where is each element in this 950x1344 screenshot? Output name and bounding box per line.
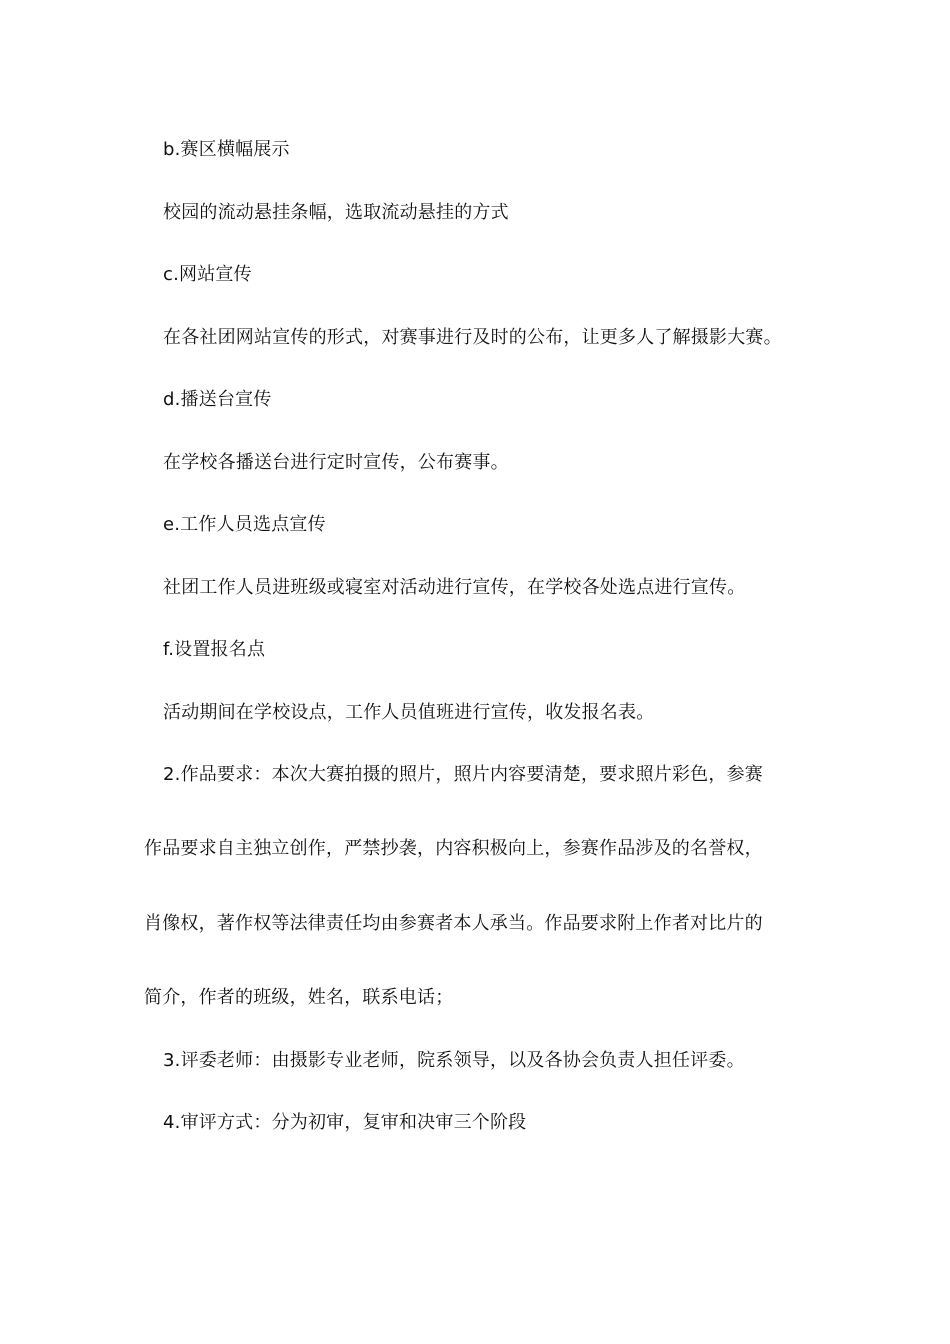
paragraph-line: 在各社团网站宣传的形式，对赛事进行及时的公布，让更多人了解摄影大赛。 bbox=[163, 327, 782, 348]
section-heading-b: b.赛区横幅展示 bbox=[163, 139, 290, 160]
numbered-item-4: 4.审评方式：分为初审，复审和决审三个阶段 bbox=[163, 1112, 527, 1133]
numbered-item-3: 3.评委老师：由摄影专业老师，院系领导，以及各协会负责人担任评委。 bbox=[163, 1050, 745, 1071]
paragraph-line: 活动期间在学校设点，工作人员值班进行宣传，收发报名表。 bbox=[163, 702, 655, 723]
paragraph-line: 社团工作人员进班级或寝室对活动进行宣传，在学校各处选点进行宣传。 bbox=[163, 577, 746, 598]
paragraph-line: 简介，作者的班级，姓名，联系电话； bbox=[144, 987, 454, 1008]
paragraph-line: 在学校各播送台进行定时宣传，公布赛事。 bbox=[163, 452, 509, 473]
paragraph-line: 校园的流动悬挂条幅，选取流动悬挂的方式 bbox=[163, 202, 509, 223]
section-heading-e: e.工作人员选点宣传 bbox=[163, 514, 326, 535]
section-heading-c: c.网站宣传 bbox=[163, 264, 252, 285]
paragraph-line: 作品要求自主独立创作，严禁抄袭，内容积极向上，参赛作品涉及的名誉权， bbox=[144, 838, 763, 859]
paragraph-line: 肖像权，著作权等法律责任均由参赛者本人承当。作品要求附上作者对比片的 bbox=[144, 913, 763, 934]
section-heading-f: f.设置报名点 bbox=[163, 639, 266, 660]
section-heading-d: d.播送台宣传 bbox=[163, 389, 272, 410]
numbered-item-2: 2.作品要求：本次大赛拍摄的照片，照片内容要清楚，要求照片彩色，参赛 bbox=[163, 764, 763, 785]
